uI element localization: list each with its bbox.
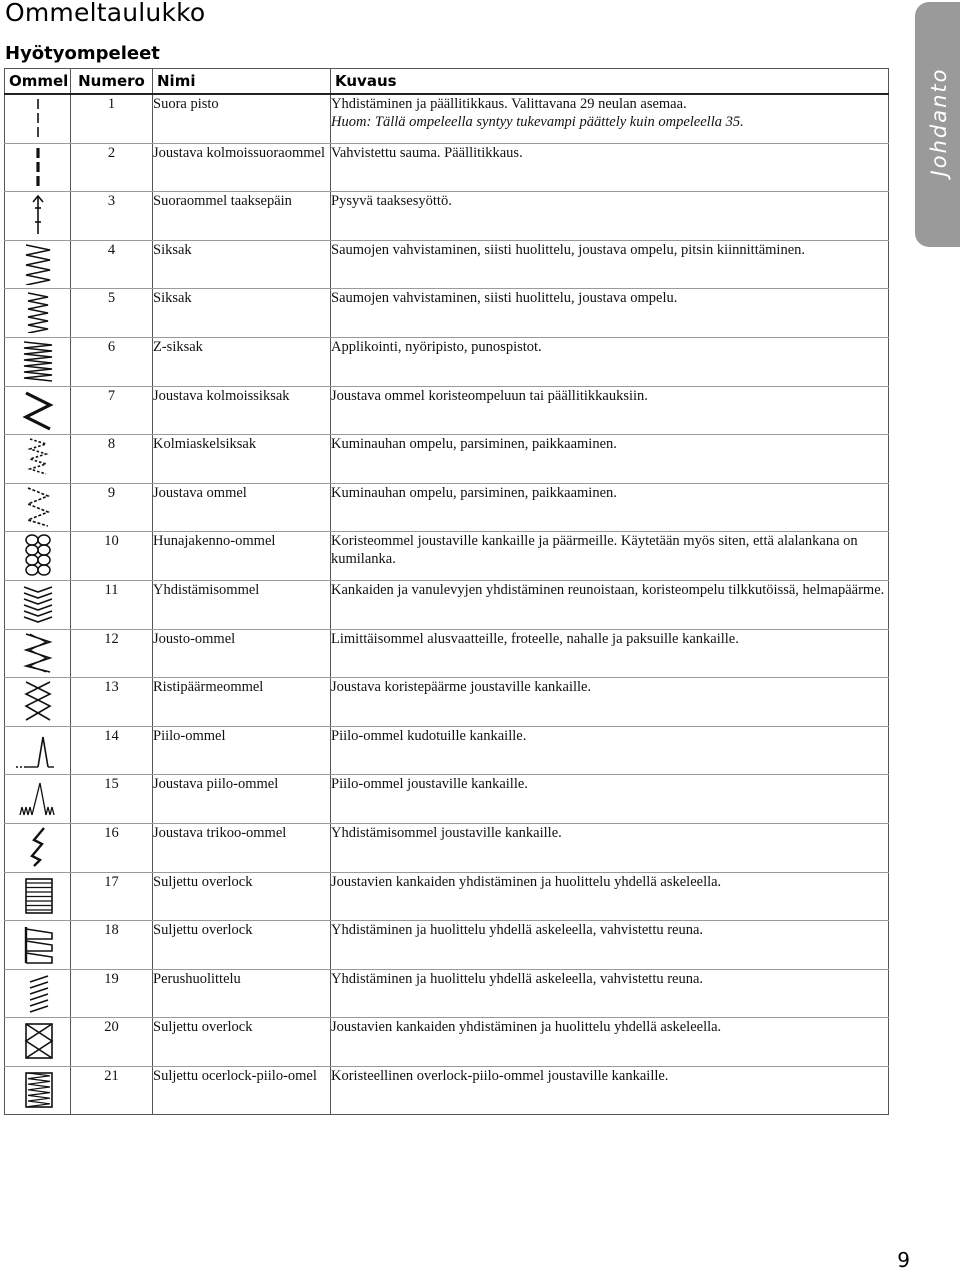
stitch-number: 21	[71, 1066, 153, 1115]
stitch-name: Perushuolittelu	[153, 969, 331, 1018]
stitch-description: Kankaiden ja vanulevyjen yhdistäminen reunoistaan, koristeompelu tilkkutöissä, helmapäärme.	[331, 581, 885, 598]
stitch-number: 2	[71, 143, 153, 192]
stitch-cell	[5, 678, 71, 727]
stitch-cell	[5, 289, 71, 338]
stitch-cell	[5, 969, 71, 1018]
stitch-description-cell	[331, 1066, 889, 1115]
table-row	[5, 94, 889, 143]
stitch-number: 12	[71, 629, 153, 678]
table-row	[5, 192, 889, 241]
table-row	[5, 872, 889, 921]
stitch-name: Suljettu ocerlock-piilo-omel	[153, 1066, 331, 1115]
stitch-name: Siksak	[153, 289, 331, 338]
table-row	[5, 240, 889, 289]
stretch-stitch-icon	[8, 632, 68, 674]
table-row	[5, 726, 889, 775]
stitch-name: Suljettu overlock	[153, 921, 331, 970]
stitch-number: 1	[71, 94, 153, 143]
side-tab-label: Johdanto	[927, 67, 951, 177]
stitch-cell	[5, 532, 71, 581]
stitch-description-cell	[331, 726, 889, 775]
stitch-description-cell	[331, 1018, 889, 1067]
stitch-cell	[5, 726, 71, 775]
stitch-description-cell	[331, 240, 889, 289]
stitch-number: 18	[71, 921, 153, 970]
blind-hem-icon	[8, 729, 68, 771]
stitch-number: 8	[71, 435, 153, 484]
table-row	[5, 532, 889, 581]
stitch-description: Pysyvä taaksesyöttö.	[331, 193, 452, 210]
stitch-description-cell	[331, 678, 889, 727]
stitch-number: 11	[71, 580, 153, 629]
elastic-blind-hem-icon	[8, 777, 68, 819]
table-row	[5, 678, 889, 727]
stitch-name: Joustava kolmoissuoraommel	[153, 143, 331, 192]
overlock-blind-hem-icon	[8, 1069, 68, 1111]
table-row	[5, 775, 889, 824]
zigzag-icon	[8, 243, 68, 285]
stitch-cell	[5, 1018, 71, 1067]
table-row	[5, 337, 889, 386]
stitch-cell	[5, 435, 71, 484]
stitch-description: Yhdistäminen ja huolittelu yhdellä askeleella, vahvistettu reuna.	[331, 970, 704, 987]
stitch-description-cell	[331, 337, 889, 386]
stitch-description-cell	[331, 629, 889, 678]
stitch-name: Kolmiaskelsiksak	[153, 435, 331, 484]
stitch-number: 16	[71, 823, 153, 872]
cross-hem-stitch-icon	[8, 680, 68, 722]
stitch-number: 17	[71, 872, 153, 921]
reverse-straight-stitch-icon	[8, 194, 68, 236]
stitch-description-cell	[331, 921, 889, 970]
basic-overcast-icon	[8, 972, 68, 1014]
stitch-name: Hunajakenno-ommel	[153, 532, 331, 581]
stitch-name: Ristipäärmeommel	[153, 678, 331, 727]
table-row	[5, 1066, 889, 1115]
stitch-number: 10	[71, 532, 153, 581]
stitch-description: Koristeellinen overlock-piilo-ommel joustaville kankaille.	[331, 1067, 669, 1084]
stitch-description: Kuminauhan ompelu, parsiminen, paikkaaminen.	[331, 436, 617, 453]
table-row	[5, 435, 889, 484]
stitch-name: Z-siksak	[153, 337, 331, 386]
header-description: Kuvaus	[331, 69, 889, 95]
stitch-name: Suljettu overlock	[153, 872, 331, 921]
stitch-number: 13	[71, 678, 153, 727]
stitch-name: Siksak	[153, 240, 331, 289]
stitch-cell	[5, 775, 71, 824]
stitch-note: Huom: Tällä ompeleella syntyy tukevampi päättely kuin ompeleella 35.	[331, 114, 744, 130]
stitch-description: Vahvistettu sauma. Päällitikkaus.	[331, 144, 523, 161]
table-row	[5, 969, 889, 1018]
stitch-cell	[5, 629, 71, 678]
stitch-description-cell	[331, 483, 889, 532]
closed-overlock-reinforced-icon	[8, 923, 68, 965]
stitch-description-cell	[331, 435, 889, 484]
stitch-number: 6	[71, 337, 153, 386]
stitch-number: 19	[71, 969, 153, 1018]
honeycomb-stitch-icon	[8, 534, 68, 576]
stitch-cell	[5, 240, 71, 289]
table-row	[5, 386, 889, 435]
stitch-description: Yhdistäminen ja huolittelu yhdellä askeleella, vahvistettu reuna.	[331, 922, 704, 939]
stitch-cell	[5, 921, 71, 970]
stitch-cell	[5, 483, 71, 532]
stitch-number: 7	[71, 386, 153, 435]
stitch-description: Applikointi, nyöripisto, punospistot.	[331, 338, 542, 355]
stitch-name: Joustava kolmoissiksak	[153, 386, 331, 435]
stitch-cell	[5, 1066, 71, 1115]
header-number: Numero	[71, 69, 153, 95]
section-title: Hyötyompeleet	[5, 43, 160, 64]
stitch-table	[4, 68, 889, 1115]
stitch-description: Yhdistämisommel joustaville kankaille.	[331, 824, 562, 841]
table-row	[5, 629, 889, 678]
table-row	[5, 143, 889, 192]
stitch-description-cell	[331, 532, 889, 581]
stitch-number: 15	[71, 775, 153, 824]
stitch-cell	[5, 823, 71, 872]
stitch-description: Koristeommel joustaville kankaille ja päärmeille. Käytetään myös siten, että alalankana on kumilanka.	[331, 533, 858, 568]
stitch-description: Joustava koristepäärme joustaville kankaille.	[331, 679, 592, 696]
header-stitch: Ommel	[5, 69, 71, 95]
stitch-name: Suljettu overlock	[153, 1018, 331, 1067]
zigzag-narrow-icon	[8, 291, 68, 333]
stitch-name: Joustava piilo-ommel	[153, 775, 331, 824]
stitch-description-cell	[331, 94, 889, 143]
stitch-description-cell	[331, 580, 889, 629]
joining-stitch-icon	[8, 583, 68, 625]
stitch-description: Piilo-ommel kudotuille kankaille.	[331, 727, 527, 744]
stitch-description-cell	[331, 872, 889, 921]
stitch-cell	[5, 143, 71, 192]
tricot-stitch-icon	[8, 826, 68, 868]
straight-stitch-icon	[8, 97, 68, 139]
stitch-number: 4	[71, 240, 153, 289]
side-tab-johdanto[interactable]	[915, 2, 960, 247]
page-number: 9	[897, 1248, 910, 1272]
stitch-name: Joustava trikoo-ommel	[153, 823, 331, 872]
stitch-description: Joustava ommel koristeompeluun tai päällitikkauksiin.	[331, 387, 648, 404]
page-title: Ommeltaulukko	[5, 0, 206, 27]
table-row	[5, 289, 889, 338]
stitch-number: 5	[71, 289, 153, 338]
stitch-description-cell	[331, 143, 889, 192]
table-header-row	[5, 69, 889, 95]
header-name: Nimi	[153, 69, 331, 95]
stitch-number: 9	[71, 483, 153, 532]
closed-overlock-icon	[8, 875, 68, 917]
stitch-description: Limittäisommel alusvaatteille, froteelle, nahalle ja paksuille kankaille.	[331, 630, 739, 647]
stitch-description: Kuminauhan ompelu, parsiminen, paikkaaminen.	[331, 484, 617, 501]
stitch-name: Suoraommel taaksepäin	[153, 192, 331, 241]
stitch-description-cell	[331, 289, 889, 338]
table-row	[5, 580, 889, 629]
table-row	[5, 921, 889, 970]
stitch-description-cell	[331, 775, 889, 824]
stitch-name: Joustava ommel	[153, 483, 331, 532]
stitch-number: 3	[71, 192, 153, 241]
stitch-name: Suora pisto	[153, 94, 331, 143]
stitch-description: Joustavien kankaiden yhdistäminen ja huolittelu yhdellä askeleella.	[331, 873, 722, 890]
elastic-stitch-icon	[8, 486, 68, 528]
stitch-description-cell	[331, 969, 889, 1018]
stitch-description: Yhdistäminen ja päällitikkaus. Valittavana 29 neulan asemaa.	[331, 96, 687, 112]
stitch-name: Yhdistämisommel	[153, 580, 331, 629]
triple-straight-stitch-icon	[8, 146, 68, 188]
stitch-description-cell	[331, 192, 889, 241]
stitch-description-cell	[331, 823, 889, 872]
stitch-name: Piilo-ommel	[153, 726, 331, 775]
stitch-number: 20	[71, 1018, 153, 1067]
stitch-name: Jousto-ommel	[153, 629, 331, 678]
stitch-cell	[5, 337, 71, 386]
stitch-description: Joustavien kankaiden yhdistäminen ja huolittelu yhdellä askeleella.	[331, 1019, 722, 1036]
z-zigzag-icon	[8, 340, 68, 382]
stitch-description-cell	[331, 386, 889, 435]
stitch-cell	[5, 580, 71, 629]
stitch-cell	[5, 94, 71, 143]
stitch-number: 14	[71, 726, 153, 775]
stitch-cell	[5, 872, 71, 921]
table-row	[5, 823, 889, 872]
stitch-cell	[5, 386, 71, 435]
table-row	[5, 483, 889, 532]
stitch-description: Saumojen vahvistaminen, siisti huolittelu, joustava ompelu.	[331, 290, 678, 307]
stitch-description: Saumojen vahvistaminen, siisti huolittelu, joustava ompelu, pitsin kiinnittäminen.	[331, 241, 806, 258]
closed-overlock-cross-icon	[8, 1020, 68, 1062]
stitch-description: Piilo-ommel joustaville kankaille.	[331, 776, 528, 793]
stitch-cell	[5, 192, 71, 241]
table-row	[5, 1018, 889, 1067]
three-step-zigzag-icon	[8, 437, 68, 479]
triple-zigzag-icon	[8, 389, 68, 431]
